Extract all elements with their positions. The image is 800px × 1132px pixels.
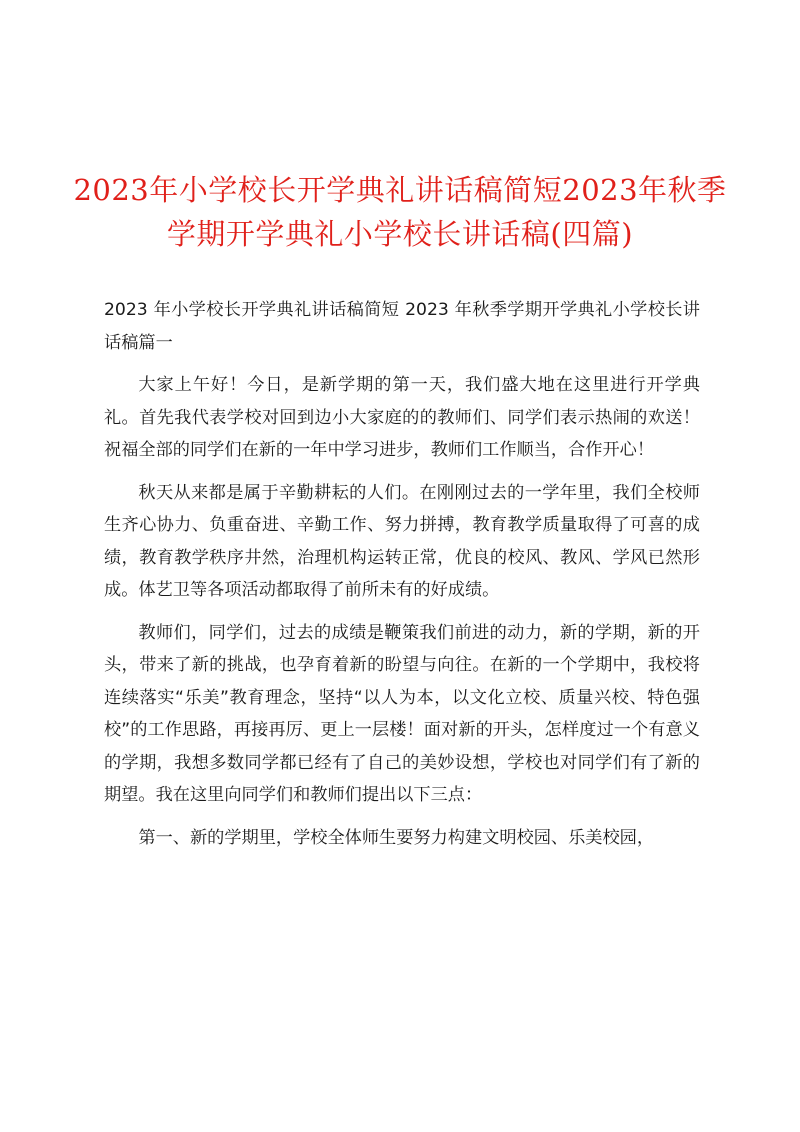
document-subtitle: 2023 年小学校长开学典礼讲话稿简短 2023 年秋季学期开学典礼小学校长讲话稿篇一 <box>104 300 700 353</box>
paragraph-achievements: 秋天从来都是属于辛勤耕耘的人们。在刚刚过去的一学年里，我们全校师生齐心协力、负重奋进、辛勤工作、努力拼搏，教育教学质量取得了可喜的成绩，教育教学秩序井然，治理机构运转正常，优良的校风、教风、学风已然形成。体艺卫等各项活动都取得了前所未有的好成绩。 <box>104 482 700 600</box>
document-body <box>104 294 700 864</box>
paragraph-new-semester: 教师们，同学们，过去的成绩是鞭策我们前进的动力，新的学期，新的开头，带来了新的挑战，也孕育着新的盼望与向往。在新的一个学期中，我校将连续落实“乐美”教育理念，坚持“以人为本，以文化立校、质量兴校、特色强校”的工作思路，再接再厉、更上一层楼！面对新的开头，怎样度过一个有意义的学期，我想多数同学都已经有了自己的美妙设想，学校也对同学们有了新的期望。我在这里向同学们和教师们提出以下三点： <box>104 622 700 805</box>
document-title: 2023年小学校长开学典礼讲话稿简短2023年秋季学期开学典礼小学校长讲话稿(四篇) <box>73 173 727 251</box>
paragraph-point-one: 第一、新的学期里，学校全体师生要努力构建文明校园、乐美校园， <box>138 827 655 848</box>
paragraph-greeting: 大家上午好！今日，是新学期的第一天，我们盛大地在这里进行开学典礼。首先我代表学校对回到边小大家庭的的教师们、同学们表示热闹的欢送！祝福全部的同学们在新的一年中学习进步，教师们工作顺当，合作开心！ <box>104 375 700 460</box>
